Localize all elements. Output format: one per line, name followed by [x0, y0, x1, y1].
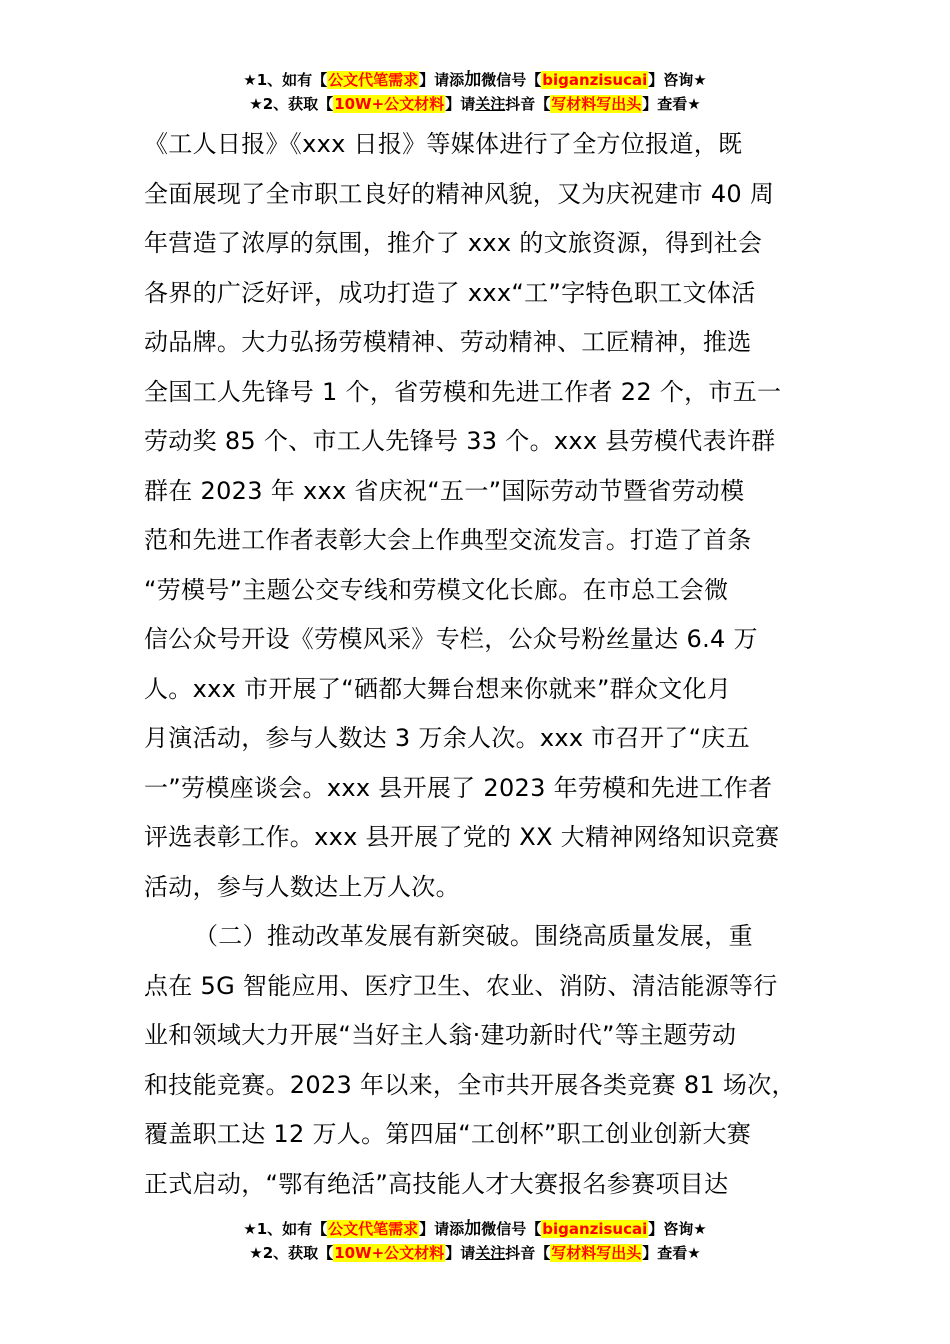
highlight-wechat-id: biganzisucai	[542, 1220, 648, 1238]
footer-banner	[0, 1217, 950, 1265]
banner-line-2: ★2、获取【10W+公文材料】请关注抖音【写材料写出头】查看★	[249, 1244, 701, 1262]
text-line: 动品牌。大力弘扬劳模精神、劳动精神、工匠精神，推选	[144, 328, 752, 356]
text-line: 全面展现了全市职工良好的精神风貌，又为庆祝建市 40 周	[144, 179, 775, 208]
banner-line-1: ★1、如有【公文代笔需求】请添加微信号【biganzisucai】咨询★	[243, 1219, 707, 1239]
banner-line-2: ★2、获取【10W+公文材料】请关注抖音【写材料写出头】查看★	[249, 95, 701, 113]
highlight-materials: 10W+公文材料	[334, 1244, 445, 1262]
banner-line-1: ★1、如有【公文代笔需求】请添加微信号【biganzisucai】咨询★	[243, 70, 707, 90]
highlight-douyin: 写材料写出头	[551, 1244, 642, 1262]
text-line: 范和先进工作者表彰大会上作典型交流发言。打造了首条	[144, 526, 752, 554]
text-line: 劳动奖 85 个、市工人先锋号 33 个。xxx 县劳模代表许群	[144, 427, 776, 455]
text-line: 月演活动，参与人数达 3 万余人次。xxx 市召开了“庆五	[144, 724, 750, 752]
highlight-ghostwriting: 公文代笔需求	[328, 1220, 419, 1238]
text-line: 一”劳模座谈会。xxx 县开展了 2023 年劳模和先进工作者	[144, 773, 773, 802]
text-line: 业和领域大力开展“当好主人翁·建功新时代”等主题劳动	[144, 1021, 737, 1049]
text-line: 群在 2023 年 xxx 省庆祝“五一”国际劳动节暨省劳动模	[144, 476, 745, 505]
text-line: 正式启动，“鄂有绝活”高技能人才大赛报名参赛项目达	[144, 1169, 729, 1198]
text-line: 评选表彰工作。xxx 县开展了党的 XX 大精神网络知识竞赛	[144, 823, 780, 851]
text-line: 全国工人先锋号 1 个，省劳模和先进工作者 22 个，市五一	[144, 377, 782, 406]
highlight-douyin: 写材料写出头	[551, 95, 642, 113]
highlight-wechat-id: biganzisucai	[542, 71, 648, 89]
text-line: 和技能竞赛。2023 年以来，全市共开展各类竞赛 81 场次，	[144, 1070, 796, 1099]
text-line: 人。xxx 市开展了“硒都大舞台想来你就来”群众文化月	[144, 674, 732, 703]
text-line: 年营造了浓厚的氛围，推介了 xxx 的文旅资源，得到社会	[144, 229, 763, 257]
text-line: 信公众号开设《劳模风采》专栏，公众号粉丝量达 6.4 万	[144, 625, 758, 653]
highlight-materials: 10W+公文材料	[334, 95, 445, 113]
text-line: 《工人日报》《xxx 日报》等媒体进行了全方位报道，既	[144, 130, 743, 158]
text-line: 点在 5G 智能应用、医疗卫生、农业、消防、清洁能源等行	[144, 971, 778, 1000]
text-line: 活动，参与人数达上万人次。	[144, 872, 460, 901]
document-body	[144, 120, 824, 1209]
header-banner	[0, 68, 950, 116]
text-line: 各界的广泛好评，成功打造了 xxx“工”字特色职工文体活	[144, 278, 756, 307]
text-line: “劳模号”主题公交专线和劳模文化长廊。在市总工会微	[144, 575, 729, 604]
text-line: 覆盖职工达 12 万人。第四届“工创杯”职工创业创新大赛	[144, 1120, 752, 1148]
highlight-ghostwriting: 公文代笔需求	[328, 71, 419, 89]
section-heading-line: （二）推动改革发展有新突破。围绕高质量发展，重	[194, 922, 753, 950]
